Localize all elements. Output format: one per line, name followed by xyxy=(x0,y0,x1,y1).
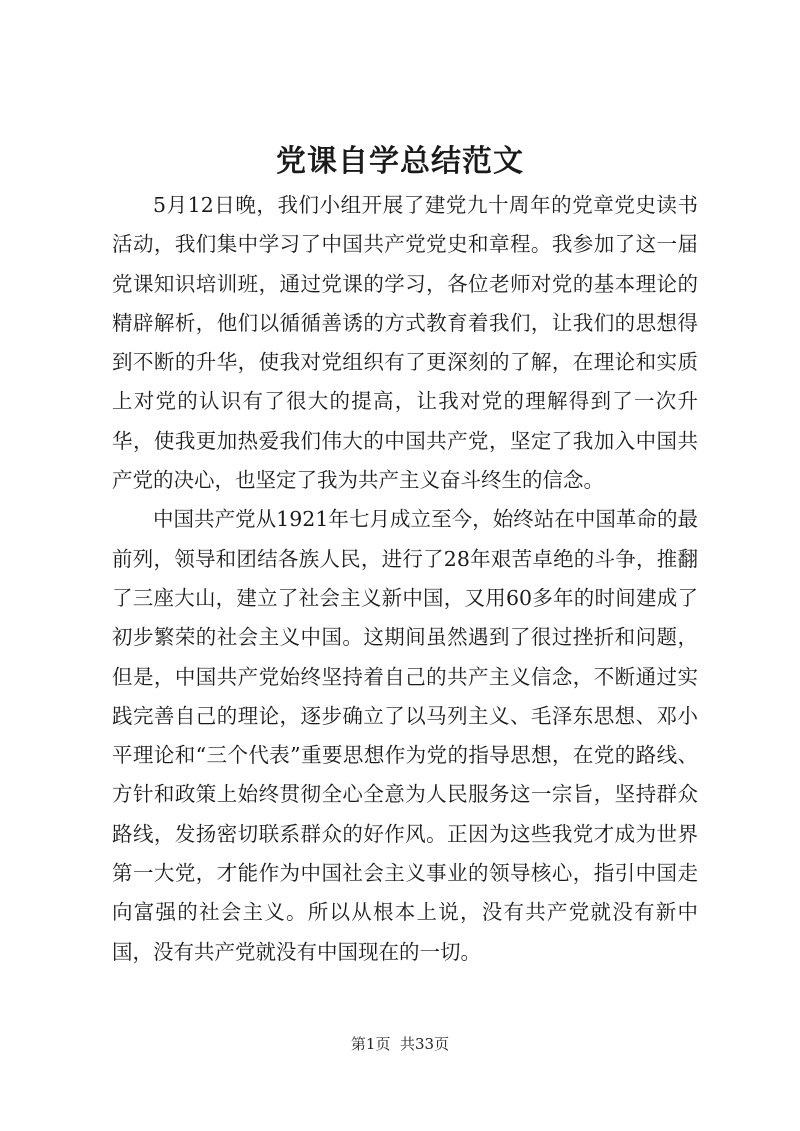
document-body xyxy=(112,186,698,972)
page-footer xyxy=(0,1034,800,1054)
paragraph: 中国共产党从1921年七月成立至今，始终站在中国革命的最前列，领导和团结各族人民，进行了28年艰苦卓绝的斗争，推翻了三座大山，建立了社会主义新中国，又用60多年的时间建成了初步繁荣的社会主义中国。这期间虽然遇到了很过挫折和问题，但是，中国共产党始终坚持着自己的共产主义信念，不断通过实践完善自己的理论，逐步确立了以马列主义、毛泽东思想、邓小平理论和“三个代表”重要思想作为党的指导思想，在党的路线、方针和政策上始终贯彻全心全意为人民服务这一宗旨，坚持群众路线，发扬密切联系群众的好作风。正因为这些我党才成为世界第一大党，才能作为中国社会主义事业的领导核心，指引中国走向富强的社会主义。所以从根本上说，没有共产党就没有新中国，没有共产党就没有中国现在的一切。 xyxy=(112,507,698,964)
paragraph: 5月12日晚，我们小组开展了建党九十周年的党章党史读书活动，我们集中学习了中国共产党党史和章程。我参加了这一届党课知识培训班，通过党课的学习，各位老师对党的基本理论的精辟解析，他们以循循善诱的方式教育着我们，让我们的思想得到不断的升华，使我对党组织有了更深刻的了解，在理论和实质上对党的认识有了很大的提高，让我对党的理解得到了一次升华，使我更加热爱我们伟大的中国共产党，坚定了我加入中国共产党的决心，也坚定了我为共产主义奋斗终生的信念。 xyxy=(112,193,698,493)
page-total: 共33页 xyxy=(400,1035,450,1053)
page-number: 第1页 xyxy=(350,1035,391,1053)
document-title: 党课自学总结范文 xyxy=(276,144,524,179)
